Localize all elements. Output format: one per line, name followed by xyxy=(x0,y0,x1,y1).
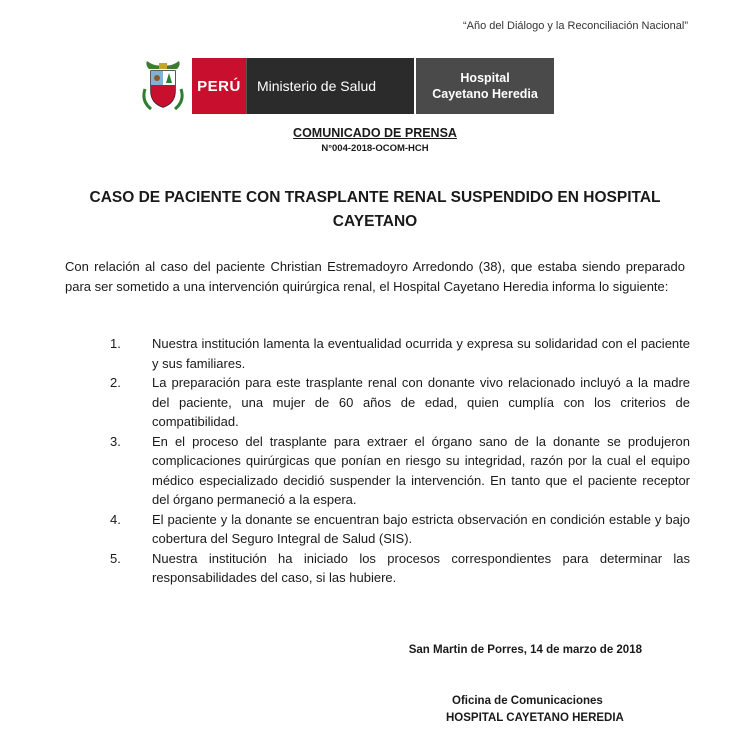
motto-text: “Año del Diálogo y la Reconciliación Nacional” xyxy=(462,20,688,32)
press-release-title: COMUNICADO DE PRENSA xyxy=(293,126,457,140)
hospital-label xyxy=(416,58,554,114)
signature-hospital: HOSPITAL CAYETANO HEREDIA xyxy=(446,712,624,724)
item-text: El paciente y la donante se encuentran bajo estricta observación en condición estable y bajo cobertura del Seguro Integral de Salud (SIS). xyxy=(152,511,690,546)
list-item xyxy=(110,373,690,432)
item-number: 1. xyxy=(110,336,121,351)
place-date: San Martin de Porres, 14 de marzo de 2018 xyxy=(408,644,642,656)
item-number: 5. xyxy=(110,550,121,566)
peru-coat-of-arms-icon xyxy=(140,58,186,114)
list-item xyxy=(110,510,690,549)
press-release-number: N°004-2018-OCOM-HCH xyxy=(321,143,429,154)
intro-paragraph: Con relación al caso del paciente Christian Estremadoyro Arredondo (38), que estaba siendo preparado para ser sometido a una intervención quirúrgica renal, el Hospital Cayetano Heredia informa lo siguiente: xyxy=(65,259,685,294)
item-number: 4. xyxy=(110,511,121,527)
hospital-line-1: Hospital xyxy=(460,71,510,85)
item-text: La preparación para este trasplante renal con donante vivo relacionado incluyó a la madre del paciente, una mujer de 60 años de edad, quien cumplía con los criterios de compatibilidad. xyxy=(152,375,690,429)
item-text: Nuestra institución ha iniciado los procesos correspondientes para determinar las responsabilidades del caso, si las hubiere. xyxy=(152,550,690,585)
item-number: 2. xyxy=(110,375,121,390)
signature-block xyxy=(446,693,624,727)
item-text: Nuestra institución lamenta la eventualidad ocurrida y expresa su solidaridad con el paciente y sus familiares. xyxy=(152,336,690,371)
item-number: 3. xyxy=(110,433,121,449)
item-text: En el proceso del trasplante para extraer el órgano sano de la donante se produjeron complicaciones quirúrgicas que ponían en riesgo su integridad, razón por la cual el equipo médico especializado decidió suspender la intervención. En tanto que el paciente receptor del órgano permaneció a la espera. xyxy=(152,433,690,507)
signature-office: Oficina de Comunicaciones xyxy=(452,695,603,707)
list-item xyxy=(110,334,690,373)
statement-list xyxy=(110,334,690,588)
peru-label: PERÚ xyxy=(192,58,246,114)
ministry-label: Ministerio de Salud xyxy=(246,58,414,114)
headline: CASO DE PACIENTE CON TRASPLANTE RENAL SUSPENDIDO EN HOSPITAL CAYETANO xyxy=(89,189,661,230)
hospital-line-2: Cayetano Heredia xyxy=(432,87,538,101)
institution-header xyxy=(140,58,554,114)
list-item xyxy=(110,549,690,588)
list-item xyxy=(110,432,690,510)
